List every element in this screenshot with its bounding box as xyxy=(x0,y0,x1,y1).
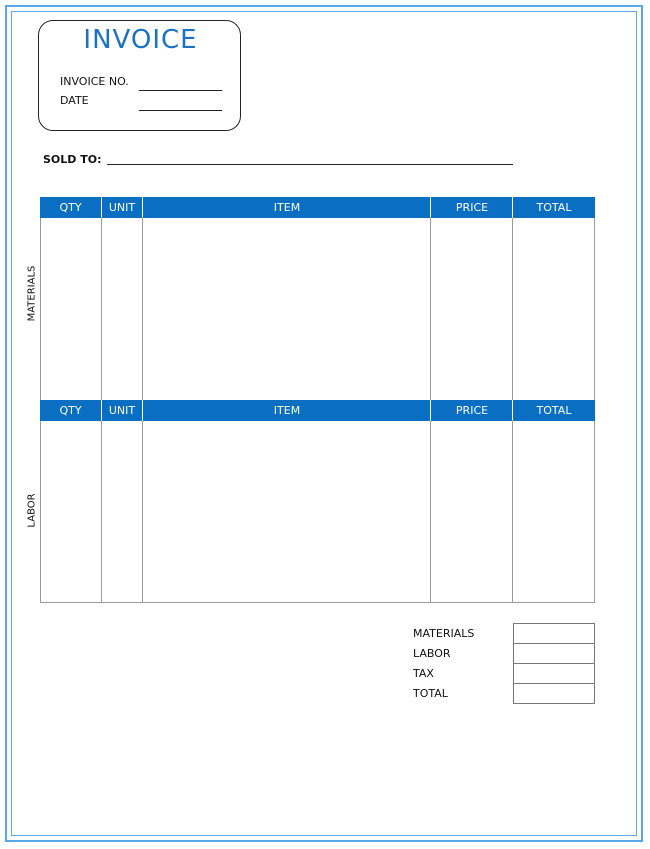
materials-col-price: PRICE xyxy=(455,201,489,214)
totals-materials-label: MATERIALS xyxy=(413,627,475,640)
column-line xyxy=(594,218,595,400)
column-line xyxy=(101,421,102,603)
materials-side-label: MATERIALS xyxy=(26,265,38,322)
materials-table-header xyxy=(40,197,595,218)
labor-table-header xyxy=(40,400,595,421)
header-divider xyxy=(512,197,513,218)
column-line xyxy=(142,421,143,603)
labor-col-item: ITEM xyxy=(273,404,301,417)
column-line xyxy=(512,421,513,603)
totals-total-label: TOTAL xyxy=(413,687,448,700)
header-divider xyxy=(430,400,431,421)
invoice-header-box xyxy=(38,20,241,131)
sold-to-label: SOLD TO: xyxy=(43,153,102,166)
header-divider xyxy=(142,197,143,218)
column-line xyxy=(142,218,143,400)
date-field[interactable] xyxy=(139,110,222,111)
materials-table xyxy=(40,197,595,400)
header-divider xyxy=(430,197,431,218)
invoice-title: INVOICE xyxy=(83,25,198,55)
header-divider xyxy=(101,400,102,421)
labor-col-price: PRICE xyxy=(455,404,489,417)
materials-col-total: TOTAL xyxy=(536,201,572,214)
totals-labor-label: LABOR xyxy=(413,647,451,660)
sold-to-field[interactable] xyxy=(107,164,513,165)
column-line xyxy=(101,218,102,400)
column-line xyxy=(594,421,595,603)
labor-table xyxy=(40,400,595,603)
header-divider xyxy=(101,197,102,218)
date-label: DATE xyxy=(60,94,89,107)
labor-side-label: LABOR xyxy=(26,493,38,528)
totals-labor-field[interactable] xyxy=(513,643,595,664)
header-divider xyxy=(512,400,513,421)
labor-col-total: TOTAL xyxy=(536,404,572,417)
totals-materials-field[interactable] xyxy=(513,623,595,644)
column-line xyxy=(512,218,513,400)
materials-col-item: ITEM xyxy=(273,201,301,214)
column-line xyxy=(430,421,431,603)
table-bottom-line xyxy=(40,602,595,603)
totals-tax-field[interactable] xyxy=(513,663,595,684)
column-line xyxy=(40,421,41,603)
labor-col-qty: QTY xyxy=(59,404,82,417)
labor-col-unit: UNIT xyxy=(108,404,136,417)
column-line xyxy=(430,218,431,400)
totals-total-field[interactable] xyxy=(513,683,595,704)
header-divider xyxy=(142,400,143,421)
totals-tax-label: TAX xyxy=(413,667,434,680)
materials-col-unit: UNIT xyxy=(108,201,136,214)
invoice-number-field[interactable] xyxy=(139,90,222,91)
materials-col-qty: QTY xyxy=(59,201,82,214)
invoice-number-label: INVOICE NO. xyxy=(60,75,129,88)
column-line xyxy=(40,218,41,400)
